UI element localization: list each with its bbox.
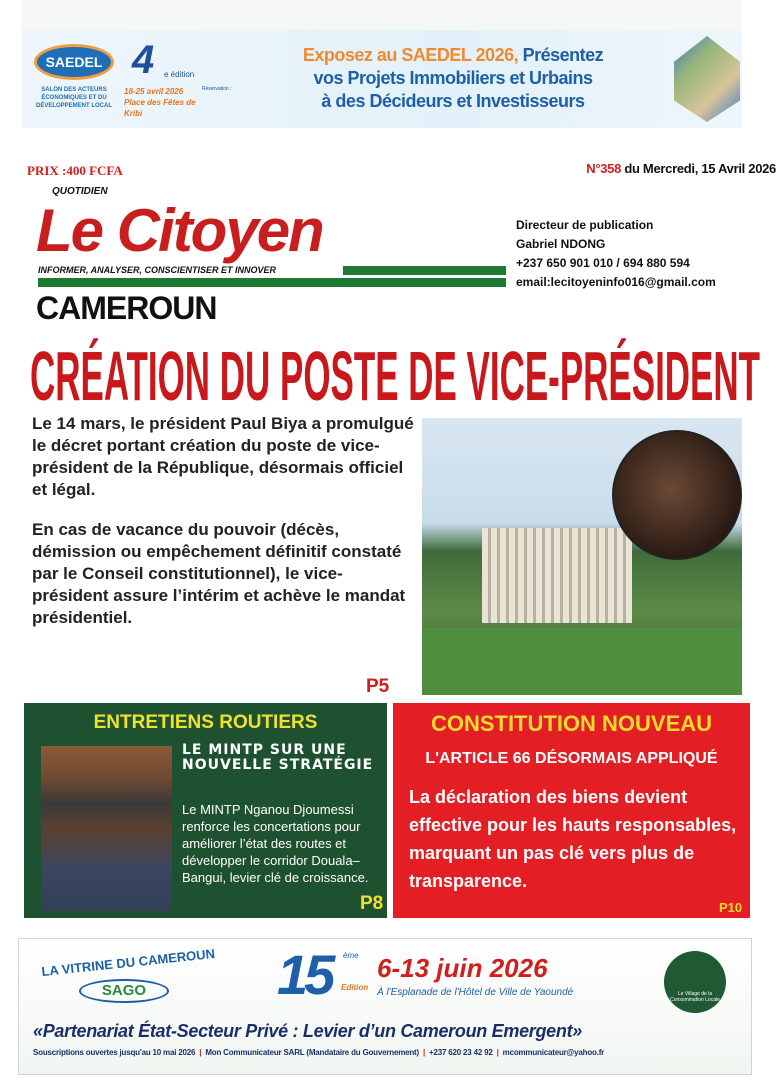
newspaper-logo: Le Citoyen — [36, 197, 323, 264]
ad-slogan: «Partenariat État-Secteur Privé : Levier d’un Cameroun Emergent» — [33, 1021, 582, 1041]
palace-building — [482, 528, 632, 623]
edition-number: 4 — [132, 38, 155, 82]
page-ref: P5 — [366, 676, 390, 697]
box-title: CONSTITUTION NOUVEAU — [430, 711, 713, 736]
page-ref: P10 — [719, 900, 743, 915]
company-text: Mon Communicateur SARL (Mandataire du Gouvernement) — [205, 1048, 419, 1057]
ad-photo-collage — [674, 36, 740, 122]
phone: +237 650 901 010 / 694 880 594 — [516, 256, 690, 270]
roads-story-box[interactable] — [24, 703, 387, 918]
ad-phone: +237 620 23 42 92 — [429, 1048, 493, 1057]
sago-logo: SAGO — [79, 979, 169, 1003]
saedel-logo: SAEDEL — [34, 44, 114, 80]
logo-quotidien: QUOTIDIEN — [52, 186, 108, 197]
box-subtitle: L'ARTICLE 66 DÉSORMAIS APPLIQUÉ — [425, 750, 718, 767]
main-headline — [30, 334, 762, 410]
box-body: La déclaration des biens devient effective pour les hauts responsables, marquant un pas clé vers plus de transparence. — [409, 787, 737, 891]
director-label: Directeur de publication — [516, 218, 654, 232]
dates-text: 18-25 avril 2026 — [124, 87, 184, 96]
issue-date: du Mercredi, 15 Avril 2026 — [624, 161, 776, 176]
ad-headline-3: à des Décideurs et Investisseurs — [321, 91, 585, 111]
paragraph: Le 14 mars, le président Paul Biya a promulgué le décret portant création du poste de vice-président de la République, désormais officiel et légal. — [32, 414, 414, 499]
director-name: Gabriel NDONG — [516, 237, 606, 251]
edition-label: Edition — [341, 983, 369, 992]
president-portrait — [612, 430, 742, 560]
top-strip — [22, 0, 742, 30]
green-bar — [38, 278, 506, 287]
slogan: INFORMER, ANALYSER, CONSCIENTISER ET INNOVER — [38, 265, 277, 275]
ad-headline — [248, 44, 658, 113]
email[interactable]: email:lecitoyeninfo016@gmail.com — [516, 275, 716, 289]
ad-headline-orange: Exposez au SAEDEL 2026, — [302, 45, 519, 65]
edition-label: e édition — [164, 70, 195, 79]
ad-headline-2: vos Projets Immobiliers et Urbains — [313, 68, 593, 88]
place-text: Place des Fêtes de Kribi — [124, 98, 196, 118]
sago-ad-banner[interactable] — [18, 938, 752, 1075]
issue-number: N°358 — [586, 161, 622, 176]
box-subtitle: LE MINTP SUR UNE NOUVELLE STRATÉGIE — [182, 742, 374, 773]
main-headline-text: CRÉATION DU POSTE DE VICE-PRÉSIDENT — [30, 337, 760, 410]
edition-sup: ème — [343, 951, 359, 960]
village-badge: Le Village de la Consommation Locale — [664, 951, 726, 1013]
box-title: ENTRETIENS ROUTIERS — [93, 712, 318, 733]
kicker: CAMEROUN — [36, 290, 217, 326]
green-bar — [343, 266, 506, 275]
vitrine-label: LA VITRINE DU CAMEROUN — [40, 945, 216, 980]
ad-email[interactable]: mcommunicateur@yahoo.fr — [502, 1048, 605, 1057]
saedel-ad-banner[interactable] — [22, 30, 742, 128]
box-body: Le MINTP Nganou Djoumessi renforce les concertations pour améliorer l’état des routes et développer le corridor Douala–Bangui, levier clé de croissance. — [182, 802, 369, 885]
paragraph: En cas de vacance du pouvoir (décès, démission ou empêchement définitif constaté par le Conseil constitutionnel), le vice-président assure l’intérim et achève le mandat présidentiel. — [32, 520, 406, 627]
edition-number: 15 — [277, 943, 332, 1006]
issue-info — [586, 161, 776, 176]
minister-photo — [41, 746, 172, 911]
main-story-body — [32, 413, 417, 647]
page-ref: P8 — [360, 893, 384, 914]
event-place: À l'Esplanade de l'Hôtel de Ville de Yaoundé — [377, 987, 574, 998]
ad-headline-1: Présentez — [522, 45, 604, 65]
subscription-text: Souscriptions ouvertes jusqu'au 10 mai 2026 — [33, 1048, 196, 1057]
publication-info — [516, 216, 716, 292]
lawn — [422, 628, 742, 695]
reservation-info: Réservation : — [202, 86, 232, 92]
ad-dates — [124, 86, 198, 119]
constitution-story-box[interactable] — [393, 703, 750, 918]
saedel-subtitle: SALON DES ACTEURS ÉCONOMIQUES ET DU DÉVELOPPEMENT LOCAL — [35, 87, 112, 109]
price: PRIX :400 FCFA — [27, 163, 123, 178]
event-dates: 6-13 juin 2026 — [377, 953, 548, 983]
ad-footer: Souscriptions ouvertes jusqu'au 10 mai 2026 | Mon Communicateur SARL (Mandataire du Gouvernement) | +237 620 23 42 92 | mcommunicateur@yahoo.fr — [33, 1048, 605, 1057]
